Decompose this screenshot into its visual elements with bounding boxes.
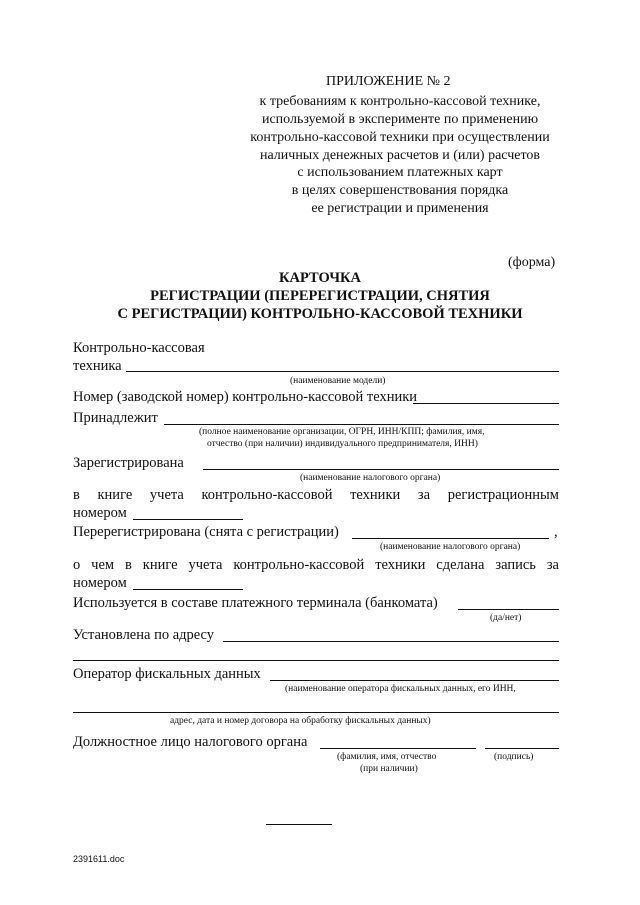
number-label: номером bbox=[73, 575, 127, 591]
record-word: книге bbox=[142, 557, 178, 573]
header-line: с использованием платежных карт bbox=[297, 165, 503, 180]
owner-label: Принадлежит bbox=[73, 410, 158, 426]
address-label: Установлена по адресу bbox=[73, 627, 215, 643]
rereg-comma: , bbox=[554, 524, 558, 540]
rereg-caption: (наименование налогового органа) bbox=[380, 542, 521, 552]
record-line bbox=[73, 558, 559, 573]
record-word: учета bbox=[188, 557, 223, 573]
header-line: наличных денежных расчетов и (или) расчетов bbox=[259, 148, 541, 163]
registration-number-field[interactable] bbox=[133, 519, 243, 520]
owner-caption: отчество (при наличии) индивидуального предпринимателя, ИНН) bbox=[207, 439, 478, 449]
signature-caption: (подпись) bbox=[494, 752, 534, 762]
form-label: (форма) bbox=[508, 255, 556, 270]
owner-caption: (полное наименование организации, ОГРН, ИНН/КПП; фамилия, имя, bbox=[199, 427, 485, 437]
header-line: в целях совершенствования порядка bbox=[291, 183, 509, 198]
registered-field[interactable] bbox=[203, 469, 559, 470]
header-line: контрольно-кассовой техники при осуществлении bbox=[250, 130, 550, 145]
terminal-field[interactable] bbox=[458, 609, 559, 610]
operator-field[interactable] bbox=[270, 680, 559, 681]
operator-caption: (наименование оператора фискальных данных, его ИНН, bbox=[285, 684, 516, 694]
terminal-caption: (да/нет) bbox=[490, 613, 522, 623]
book-word: в bbox=[73, 487, 80, 503]
book-word: контрольно-кассовой bbox=[201, 487, 333, 503]
terminal-label: Используется в составе платежного терминала (банкомата) bbox=[73, 595, 438, 611]
kkt-model-field[interactable] bbox=[126, 371, 559, 372]
header-line: используемой в эксперименте по применению bbox=[261, 112, 539, 127]
card-subtitle: РЕГИСТРАЦИИ (ПЕРЕРЕГИСТРАЦИИ, СНЯТИЯ bbox=[150, 288, 490, 304]
doc-id: 2391611.doc bbox=[73, 854, 125, 864]
kkt-label: техника bbox=[73, 358, 122, 374]
serial-field[interactable] bbox=[413, 403, 559, 404]
rereg-field[interactable] bbox=[352, 538, 549, 539]
official-caption: (при наличии) bbox=[360, 764, 418, 774]
address-field-line2[interactable] bbox=[73, 660, 559, 661]
official-caption: (фамилия, имя, отчество bbox=[337, 752, 437, 762]
number-label: номером bbox=[73, 505, 127, 521]
record-word: техники bbox=[375, 557, 426, 573]
signature-field[interactable] bbox=[485, 748, 559, 749]
card-subtitle: С РЕГИСТРАЦИИ) КОНТРОЛЬНО-КАССОВОЙ ТЕХНИКИ bbox=[117, 306, 523, 322]
record-word: сделана bbox=[436, 557, 485, 573]
header-line: ее регистрации и применения bbox=[311, 201, 489, 216]
record-word: о bbox=[73, 557, 81, 573]
official-label: Должностное лицо налогового органа bbox=[73, 734, 308, 750]
book-word: книге bbox=[97, 487, 133, 503]
card-title: КАРТОЧКА bbox=[278, 270, 362, 286]
kkt-label: Контрольно-кассовая bbox=[73, 340, 205, 356]
operator-caption: адрес, дата и номер договора на обработку фискальных данных) bbox=[170, 716, 431, 726]
appendix-title: ПРИЛОЖЕНИЕ № 2 bbox=[326, 74, 451, 89]
book-word: учета bbox=[149, 487, 184, 503]
closing-divider bbox=[266, 824, 332, 825]
serial-label: Номер (заводской номер) контрольно-кассовой техники bbox=[73, 389, 418, 405]
record-number-field[interactable] bbox=[133, 589, 243, 590]
record-word: в bbox=[125, 557, 132, 573]
record-word: запись bbox=[495, 557, 536, 573]
owner-field[interactable] bbox=[164, 424, 559, 425]
record-word: чем bbox=[91, 557, 115, 573]
book-word: регистрационным bbox=[447, 487, 559, 503]
kkt-caption: (наименование модели) bbox=[290, 376, 386, 386]
registered-label: Зарегистрирована bbox=[73, 455, 184, 471]
header-line: к требованиям к контрольно-кассовой технике, bbox=[259, 94, 541, 109]
book-line bbox=[73, 488, 559, 503]
official-name-field[interactable] bbox=[320, 748, 476, 749]
book-word: за bbox=[417, 487, 431, 503]
record-word: за bbox=[546, 557, 559, 573]
operator-field-line2[interactable] bbox=[73, 712, 559, 713]
registered-caption: (наименование налогового органа) bbox=[300, 473, 441, 483]
book-word: техники bbox=[350, 487, 401, 503]
record-word: контрольно-кассовой bbox=[233, 557, 365, 573]
address-field[interactable] bbox=[223, 641, 559, 642]
rereg-label: Перерегистрирована (снята с регистрации) bbox=[73, 524, 339, 540]
operator-label: Оператор фискальных данных bbox=[73, 666, 261, 682]
